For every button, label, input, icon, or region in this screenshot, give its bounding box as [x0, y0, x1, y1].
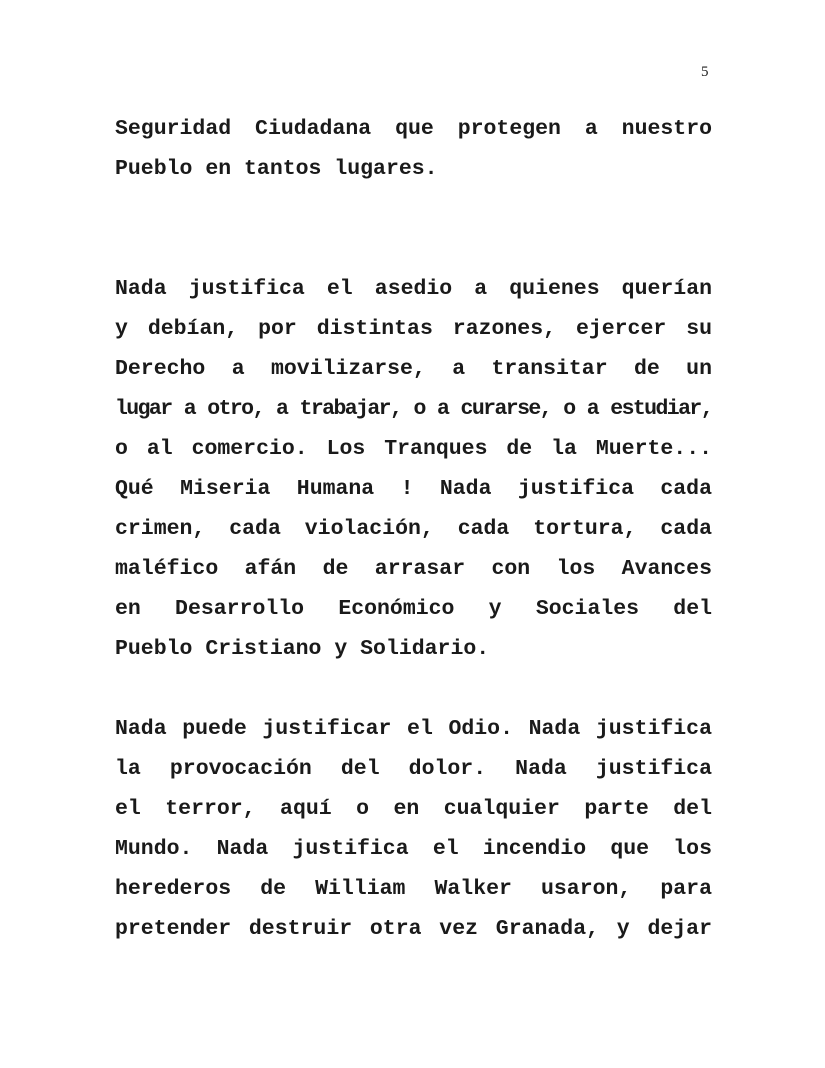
text-line: Pueblo en tantos lugares. [115, 157, 438, 181]
text-line: Nada puede justificar el Odio. Nada justifica [115, 717, 712, 741]
text-line: en Desarrollo Económico y Sociales del [115, 597, 712, 621]
text-line: o al comercio. Los Tranques de la Muerte... [115, 437, 712, 461]
text-line: el terror, aquí o en cualquier parte del [115, 797, 712, 821]
text-line: Seguridad Ciudadana que protegen a nuestro [115, 117, 712, 141]
text-line: y debían, por distintas razones, ejercer su [115, 317, 712, 341]
text-line: lugar a otro, a trabajar, o a curarse, o a estudiar, [115, 397, 712, 421]
text-line: Pueblo Cristiano y Solidario. [115, 637, 490, 661]
text-line: herederos de William Walker usaron, para [115, 877, 712, 901]
text-line: Nada justifica el asedio a quienes querían [115, 277, 712, 301]
text-line: maléfico afán de arrasar con los Avances [115, 557, 712, 581]
text-line: Mundo. Nada justifica el incendio que los [115, 837, 712, 861]
text-line: Qué Miseria Humana ! Nada justifica cada [115, 477, 712, 501]
page-number: 5 [701, 64, 709, 80]
text-line: pretender destruir otra vez Granada, y dejar [115, 917, 712, 941]
text-line: la provocación del dolor. Nada justifica [115, 757, 712, 781]
text-line: Derecho a movilizarse, a transitar de un [115, 357, 712, 381]
text-line: crimen, cada violación, cada tortura, cada [115, 517, 712, 541]
